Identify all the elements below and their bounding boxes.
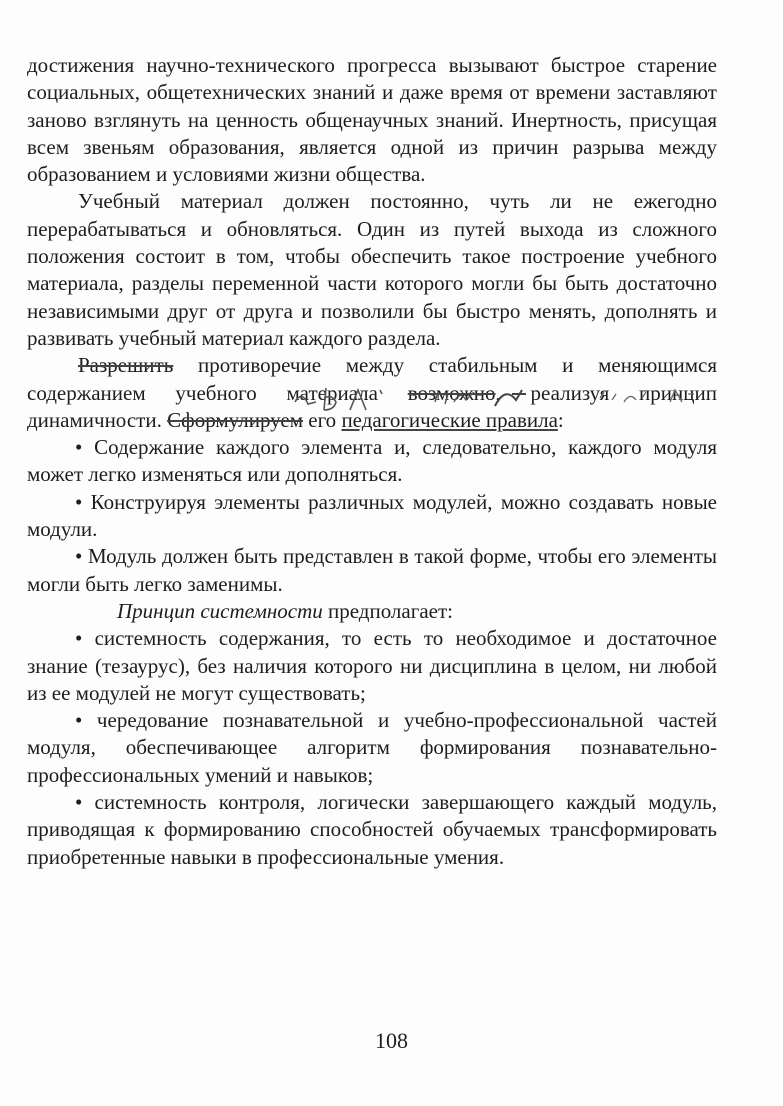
principle-rest: предполагает: <box>322 598 453 623</box>
struck-word-razreshit: Разрешить <box>78 353 174 378</box>
paragraph-1: достижения научно-технического прогресса вызывают быстрое старение социальных, общетехнических знаний и даже время от времени заставляют заново взглянуть на ценность общенаучных знаний. Инертность, присущая всем звеньям образования, является одной из причин разрыва между образованием и условиями жизни общества. <box>27 53 717 187</box>
marked-phrase-pravila: педагогические правила <box>341 407 558 432</box>
principle-name: Принцип системности <box>117 598 323 623</box>
bullet-dynamic-2: • Конструируя элементы различных модулей, можно создавать новые модули. <box>27 489 717 542</box>
principle-heading <box>27 598 717 625</box>
page-text <box>27 52 717 871</box>
struck-word-vozmozhno: возможно <box>407 380 496 405</box>
paragraph-3-colon: : <box>557 407 564 432</box>
paragraph-3-text-a: противоречие между стабильным и меняющимся содержанием учебного материала <box>27 353 717 405</box>
bullet-system-3: • системность контроля, логически завершающего каждый модуль, приводящая к формированию способностей обучаемых трансформировать приобретенные навыки в профессиональные умения. <box>27 790 717 869</box>
bullet-system-1: • системность содержания, то есть то необходимое и достаточное знание (тезаурус), без наличия которого ни дисциплина в целом, ни любой из ее модулей не могут существовать; <box>27 626 717 705</box>
bullet-dynamic-1: • Содержание каждого элемента и, следовательно, каждого модуля может легко изменяться или дополняться. <box>27 435 717 487</box>
bullet-dynamic-3: • Модуль должен быть представлен в такой форме, чтобы его элементы могли быть легко заменимы. <box>27 544 717 596</box>
bullet-system-2: • чередование познавательной и учебно-профессиональной частей модуля, обеспечивающее алгоритм формирования познавательно-профессиональных умений и навыков; <box>27 708 717 787</box>
paragraph-2: Учебный материал должен постоянно, чуть ли не ежегодно перерабатываться и обновляться. Один из путей выхода из сложного положения состоит в том, чтобы обеспечить такое построение учебного материала, разделы переменной части которого могли бы быть достаточно независимыми друг от друга и позволили бы быстро менять, дополнять и развивать учебный материал каждого раздела. <box>27 189 717 350</box>
page-number: 108 <box>375 1028 408 1053</box>
struck-word-sformuliruem: Сформулируем <box>167 407 304 432</box>
paragraph-3-text-c: его <box>303 407 342 432</box>
paragraph-3 <box>27 352 717 434</box>
paragraph-3-text-b: , реализуя принцип динамичности. <box>27 380 717 432</box>
